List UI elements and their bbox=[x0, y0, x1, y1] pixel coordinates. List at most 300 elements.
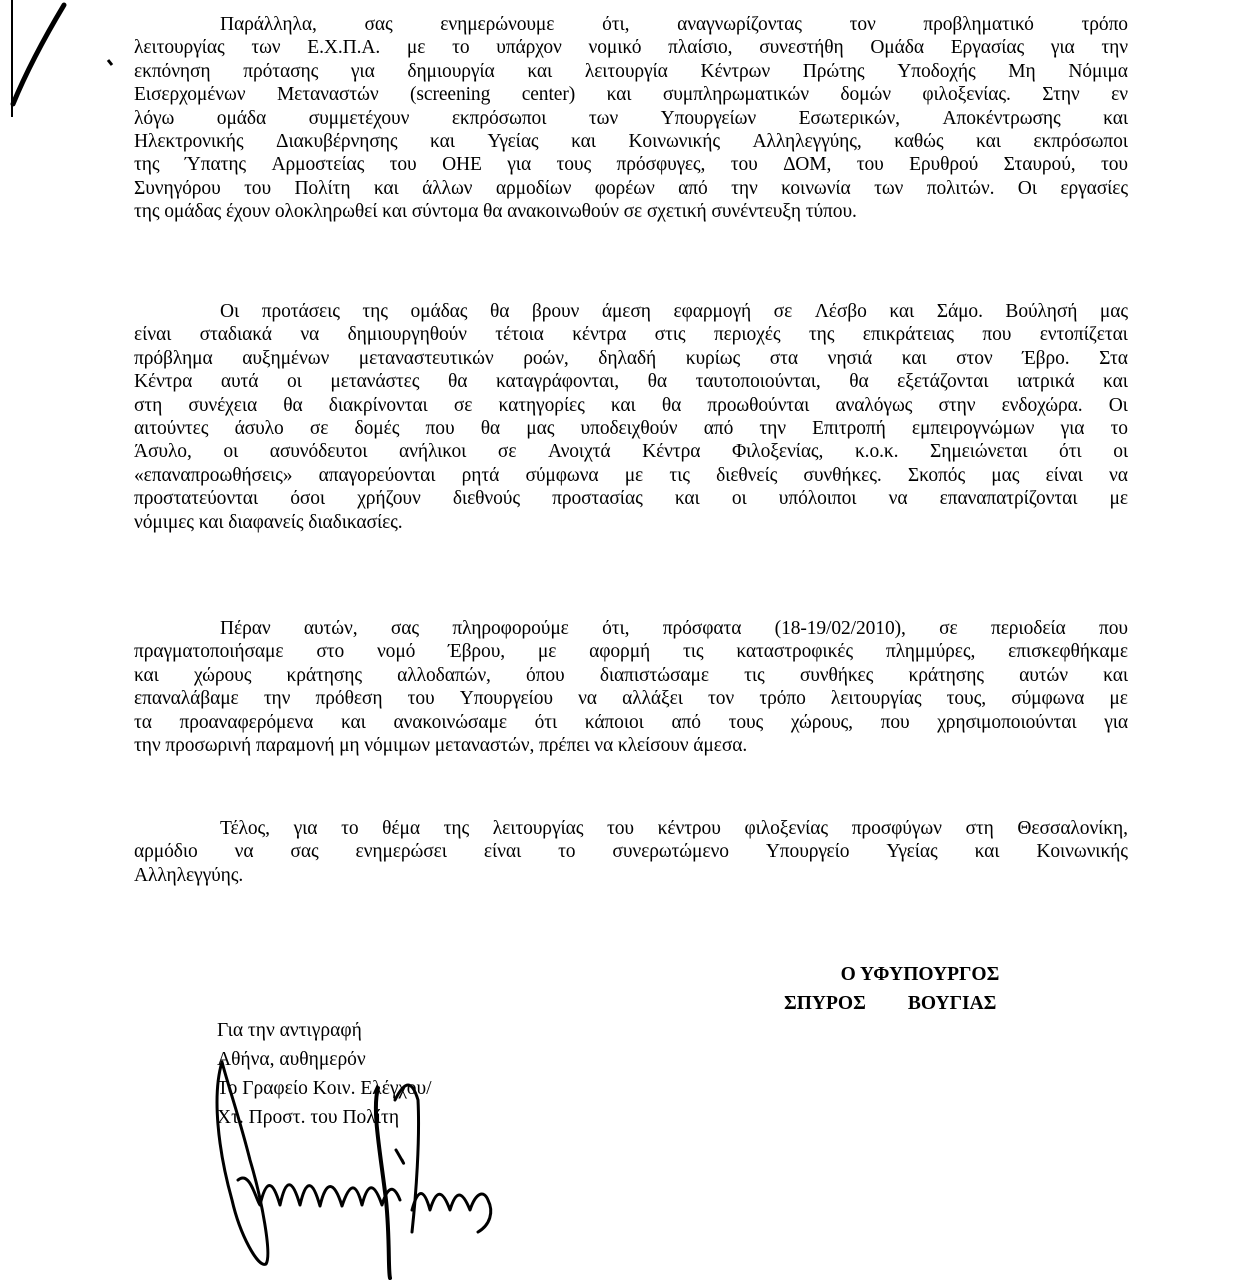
word: και bbox=[1103, 664, 1128, 686]
word: Εργασίας bbox=[950, 37, 1025, 59]
certification-line: Χτ. Προστ. του Πολίτη bbox=[217, 1107, 400, 1128]
word: στον bbox=[956, 347, 993, 369]
word: για bbox=[507, 154, 532, 176]
word: σε bbox=[773, 301, 793, 322]
word: και bbox=[527, 60, 553, 82]
word: άμεση bbox=[601, 301, 651, 322]
text-line bbox=[134, 640, 1128, 663]
word: ενημερώνουμε bbox=[440, 14, 555, 35]
word: (18-19/02/2010), bbox=[774, 618, 906, 639]
word: σας bbox=[364, 14, 393, 35]
text-line bbox=[134, 817, 1128, 840]
word: στη bbox=[134, 394, 163, 416]
word: οι bbox=[1113, 441, 1128, 463]
word: Ομάδα bbox=[870, 37, 924, 59]
word: τους, bbox=[946, 688, 987, 710]
word: ασυνόδευτοι bbox=[269, 441, 368, 463]
word: φιλοξενίας bbox=[744, 818, 829, 839]
word: αλλοδαπών, bbox=[397, 664, 491, 686]
text-line bbox=[134, 83, 1128, 106]
text-line bbox=[134, 664, 1128, 687]
word: Επιτροπή bbox=[812, 417, 886, 439]
word: ομάδα bbox=[216, 107, 267, 129]
word: αρμοδίων bbox=[495, 177, 572, 199]
word: να bbox=[234, 841, 254, 863]
word: Υπουργείων bbox=[660, 107, 757, 129]
word: κέντρα bbox=[572, 324, 627, 346]
word: περιοχές bbox=[713, 324, 781, 346]
word: κράτησης bbox=[286, 664, 362, 686]
word: ΔΟΜ, bbox=[783, 154, 832, 176]
word: για bbox=[1050, 37, 1075, 59]
word: δηλαδή bbox=[598, 347, 657, 369]
word: Διακυβέρνησης bbox=[276, 130, 398, 152]
text-line bbox=[134, 840, 1128, 863]
certification-line: Για την αντιγραφή bbox=[217, 1020, 362, 1041]
text-line bbox=[134, 687, 1128, 710]
word: ότι, bbox=[602, 618, 630, 639]
word: υποδειχθούν bbox=[580, 417, 678, 439]
word: εντοπίζεται bbox=[1039, 324, 1128, 346]
word: της bbox=[362, 301, 388, 322]
word: με bbox=[406, 37, 426, 59]
word: προαναφερόμενα bbox=[179, 711, 314, 733]
word: ταυτοποιούνται, bbox=[695, 371, 821, 393]
word: στη bbox=[965, 818, 994, 839]
word: πρότασης bbox=[243, 60, 319, 82]
word: να bbox=[300, 324, 320, 346]
word: του bbox=[244, 177, 272, 199]
word: εφαρμογή bbox=[673, 301, 752, 322]
word: στα bbox=[769, 347, 799, 369]
word: κάποιοι bbox=[584, 711, 644, 733]
text-line bbox=[134, 394, 1128, 417]
word: για bbox=[1060, 417, 1085, 439]
word: όσοι bbox=[290, 488, 326, 510]
word: και bbox=[901, 347, 927, 369]
word: λειτουργία bbox=[584, 60, 668, 82]
word: του bbox=[607, 818, 634, 839]
word: θα bbox=[647, 371, 667, 393]
text-line: Αλληλεγγύης. bbox=[134, 864, 244, 886]
word: Πρώτης bbox=[802, 60, 865, 82]
word: πρόθεση bbox=[315, 688, 383, 710]
word: προστασίας bbox=[552, 488, 643, 510]
word: ροών, bbox=[523, 347, 569, 369]
word: είναι bbox=[1045, 464, 1083, 486]
word: να bbox=[1109, 464, 1128, 486]
word: καταγράφονται, bbox=[495, 371, 620, 393]
word: αυτών bbox=[1019, 664, 1068, 686]
word: τρόπο bbox=[759, 688, 806, 710]
text-line: την προσωρινή παραμονή μη νόμιμων μεταναστών, πρέπει να κλείσουν άμεσα. bbox=[134, 734, 748, 756]
word: εργασίες bbox=[1060, 177, 1128, 199]
text-line bbox=[134, 711, 1128, 734]
word: σε bbox=[939, 618, 958, 639]
word: χώρους bbox=[194, 664, 252, 686]
signatory-title: Ο ΥΦΥΠΟΥΡΓΟΣ bbox=[840, 964, 1000, 985]
text-line bbox=[134, 347, 1128, 370]
word: λειτουργίας bbox=[134, 37, 225, 59]
text-line bbox=[134, 36, 1128, 59]
word: να bbox=[578, 688, 597, 710]
word: ομάδας bbox=[410, 301, 468, 322]
word: Σταυρού, bbox=[1003, 154, 1076, 176]
signatory-last-name: ΒΟΥΓΙΑΣ bbox=[907, 993, 997, 1014]
word: του bbox=[407, 688, 435, 710]
text-line: νόμιμες και διαφανείς διαδικασίες. bbox=[134, 511, 403, 533]
word: εκπρόσωποι bbox=[451, 107, 547, 129]
word: της bbox=[134, 154, 160, 176]
word: το bbox=[558, 841, 576, 863]
word: των bbox=[251, 37, 281, 59]
word: με bbox=[537, 641, 557, 663]
word: συνθήκες. bbox=[803, 464, 882, 486]
word: για bbox=[1104, 711, 1128, 733]
word: σε bbox=[309, 417, 329, 439]
word: εν bbox=[1111, 84, 1128, 106]
word: Υποδοχής bbox=[897, 60, 976, 82]
word: Βούλησή bbox=[1005, 301, 1078, 322]
word: διακρίνονται bbox=[328, 394, 428, 416]
word: Υπουργείου bbox=[459, 688, 553, 710]
word: ότι, bbox=[602, 14, 630, 35]
paragraph-proposals bbox=[134, 300, 1128, 534]
word: επαναπατρίζονται bbox=[939, 488, 1078, 510]
word: Κοινωνικής bbox=[1036, 841, 1128, 863]
word: ενημερώσει bbox=[355, 841, 447, 863]
word: και bbox=[1103, 371, 1128, 393]
word: Έβρου, bbox=[448, 641, 506, 663]
word: προστατεύονται bbox=[134, 488, 259, 510]
word: άλλων bbox=[422, 177, 473, 199]
word: Οι bbox=[1017, 177, 1037, 199]
word: επικράτειας bbox=[862, 324, 954, 346]
certification-line: Αθήνα, αυθημερόν bbox=[217, 1049, 366, 1070]
word: χρήζουν bbox=[357, 488, 421, 510]
word: σε bbox=[453, 394, 473, 416]
certified-copy-block bbox=[217, 1016, 432, 1132]
word: τις bbox=[744, 664, 765, 686]
word: center) bbox=[521, 84, 576, 106]
word: πρόβλημα bbox=[134, 347, 213, 369]
word: ενδοχώρα. bbox=[1001, 394, 1083, 416]
word: την bbox=[1101, 37, 1128, 59]
word: δομές bbox=[354, 417, 400, 439]
word: να bbox=[888, 488, 908, 510]
word: μετανάστες bbox=[330, 371, 420, 393]
text-line bbox=[134, 617, 1128, 640]
word: ότι bbox=[1059, 441, 1082, 463]
word: τέτοια bbox=[495, 324, 544, 346]
word: προσφύγων bbox=[851, 818, 942, 839]
word: Οι bbox=[1108, 394, 1128, 416]
word: θα bbox=[447, 371, 468, 393]
word: ανακοινώσαμε bbox=[393, 711, 507, 733]
word: περιοδεία bbox=[990, 618, 1066, 639]
word: Μη bbox=[1008, 60, 1036, 82]
word: ανήλικοι bbox=[399, 441, 467, 463]
word: χρησιμοποιούνται bbox=[937, 711, 1077, 733]
word: Σάμο. bbox=[936, 301, 983, 322]
word: χώρους, bbox=[790, 711, 853, 733]
word: της bbox=[808, 324, 835, 346]
word: φιλοξενίας. bbox=[922, 84, 1011, 106]
word: με bbox=[1109, 688, 1128, 710]
word: Ερυθρού bbox=[909, 154, 979, 176]
text-line bbox=[134, 60, 1128, 83]
word: Υγείας bbox=[487, 130, 539, 152]
certification-line: Το Γραφείο Κοιν. Ελέγχου/ bbox=[217, 1078, 432, 1099]
word: Εισερχομένων bbox=[134, 84, 246, 106]
word: καταστροφικές bbox=[736, 641, 854, 663]
word: Ανοιχτά bbox=[548, 441, 611, 463]
paragraph-evros-visit bbox=[134, 617, 1128, 757]
word: λειτουργίας bbox=[830, 688, 922, 710]
word: θα bbox=[661, 394, 682, 416]
word: και bbox=[1103, 107, 1128, 129]
word: Αποκέντρωσης bbox=[942, 107, 1061, 129]
word: Τέλος, bbox=[220, 818, 270, 839]
word: απαγορεύονται bbox=[318, 464, 436, 486]
word: κ.ο.κ. bbox=[854, 441, 899, 463]
word: άσυλο bbox=[234, 417, 284, 439]
word: Σκοπός bbox=[907, 464, 966, 486]
word: Αλληλεγγύης, bbox=[752, 130, 862, 152]
word: (screening bbox=[410, 84, 491, 106]
word: υπάρχον bbox=[496, 37, 562, 59]
word: των bbox=[874, 177, 904, 199]
word: συμμετέχουν bbox=[308, 107, 410, 129]
word: του bbox=[1100, 154, 1128, 176]
word: την bbox=[759, 417, 786, 439]
word: και bbox=[889, 301, 915, 322]
word: συνθήκες bbox=[799, 664, 874, 686]
word: διεθνούς bbox=[452, 488, 520, 510]
text-line bbox=[134, 130, 1128, 153]
word: τις bbox=[682, 641, 704, 663]
word: Σημειώνεται bbox=[929, 441, 1028, 463]
word: πολιτών. bbox=[926, 177, 995, 199]
word: είναι bbox=[134, 324, 172, 346]
word: Παράλληλα, bbox=[220, 14, 317, 35]
word: στο bbox=[316, 641, 345, 663]
word: που bbox=[425, 417, 455, 439]
word: ότι bbox=[534, 711, 558, 733]
word: στην bbox=[938, 394, 976, 416]
word: νησιά bbox=[827, 347, 873, 369]
word: αυξημένων bbox=[242, 347, 330, 369]
word: τρόπο bbox=[1081, 14, 1128, 35]
word: φορέων bbox=[594, 177, 655, 199]
text-line bbox=[134, 440, 1128, 463]
text-line bbox=[134, 323, 1128, 346]
word: θα bbox=[480, 417, 501, 439]
word: που bbox=[982, 324, 1012, 346]
word: των bbox=[588, 107, 619, 129]
text-line bbox=[134, 487, 1128, 510]
word: Έβρο. bbox=[1022, 347, 1070, 369]
word: οι bbox=[287, 371, 302, 393]
word: διαπιστώσαμε bbox=[599, 664, 709, 686]
word: Μεταναστών bbox=[276, 84, 379, 106]
word: ΟΗΕ bbox=[442, 154, 482, 176]
word: Υγείας bbox=[886, 841, 938, 863]
word: Ύπατης bbox=[184, 154, 247, 176]
word: επαναλάβαμε bbox=[134, 688, 239, 710]
text-line bbox=[134, 153, 1128, 176]
word: και bbox=[134, 664, 159, 686]
text-line bbox=[134, 13, 1128, 36]
text-line bbox=[134, 177, 1128, 200]
word: πρόσφυγες, bbox=[616, 154, 706, 176]
word: Υπουργείο bbox=[765, 841, 850, 863]
word: Κέντρα bbox=[642, 441, 701, 463]
text-line bbox=[134, 417, 1128, 440]
word: το bbox=[452, 37, 470, 59]
word: με bbox=[624, 464, 644, 486]
word: θα bbox=[283, 394, 303, 416]
word: Άσυλο, bbox=[134, 441, 192, 463]
word: συνεστήθη bbox=[759, 37, 844, 59]
word: εμπειρογνώμων bbox=[911, 417, 1035, 439]
word: και bbox=[340, 711, 366, 733]
word: σας bbox=[390, 618, 420, 639]
word: τον bbox=[849, 14, 876, 35]
word: μας bbox=[991, 464, 1020, 486]
word: πρόσφατα bbox=[662, 618, 742, 639]
word: Λέσβο bbox=[814, 301, 867, 322]
word: Πέραν bbox=[220, 618, 271, 639]
word: μας bbox=[1099, 301, 1128, 322]
word: ιατρικά bbox=[1017, 371, 1075, 393]
word: του bbox=[730, 154, 758, 176]
word: αρμόδιο bbox=[134, 841, 198, 863]
word: αυτά bbox=[220, 371, 259, 393]
word: με bbox=[1109, 488, 1128, 510]
word: αφορμή bbox=[589, 641, 651, 663]
word: πραγματοποιήσαμε bbox=[134, 641, 284, 663]
word: την bbox=[731, 177, 758, 199]
word: την bbox=[263, 688, 291, 710]
word: Νόμιμα bbox=[1068, 60, 1128, 82]
word: λειτουργίας bbox=[492, 818, 584, 839]
word: και bbox=[976, 130, 1001, 152]
word: συνερωτώμενο bbox=[612, 841, 729, 863]
word: σύμφωνα bbox=[1011, 688, 1085, 710]
word: Φιλοξενίας, bbox=[731, 441, 824, 463]
word: αλλάξει bbox=[622, 688, 683, 710]
word: σύμφωνα bbox=[525, 464, 599, 486]
word: τα bbox=[134, 711, 152, 733]
word: στις bbox=[654, 324, 686, 346]
word: προωθούνται bbox=[707, 394, 810, 416]
word: τους bbox=[556, 154, 592, 176]
word: εκπρόσωποι bbox=[1033, 130, 1128, 152]
word: και bbox=[430, 130, 455, 152]
word: ρητά bbox=[461, 464, 500, 486]
paragraph-thessaloniki bbox=[134, 817, 1128, 887]
word: προβληματικό bbox=[923, 14, 1034, 35]
word: αυτών, bbox=[303, 618, 358, 639]
word: αναλόγως bbox=[835, 394, 913, 416]
word: Στα bbox=[1099, 347, 1128, 369]
word: «επαναπροωθήσεις» bbox=[134, 464, 293, 486]
word: κοινωνία bbox=[781, 177, 851, 199]
word: μας bbox=[526, 417, 555, 439]
word: της bbox=[443, 818, 470, 839]
word: βρουν bbox=[531, 301, 580, 322]
word: που bbox=[880, 711, 910, 733]
word: και bbox=[606, 84, 632, 106]
signatory-first-name: ΣΠΥΡΟΣ bbox=[784, 993, 866, 1014]
word: Εσωτερικών, bbox=[798, 107, 900, 129]
word: είναι bbox=[483, 841, 522, 863]
word: τους bbox=[728, 711, 764, 733]
word: και bbox=[674, 488, 700, 510]
word: Κέντρων bbox=[700, 60, 771, 82]
word: λόγω bbox=[134, 107, 175, 129]
word: θέμα bbox=[382, 818, 420, 839]
word: θα bbox=[489, 301, 510, 322]
word: από bbox=[678, 177, 708, 199]
text-line bbox=[134, 464, 1128, 487]
word: και bbox=[571, 130, 596, 152]
word: του bbox=[856, 154, 884, 176]
margin-check-mark bbox=[12, 0, 112, 117]
word: μεταναστευτικών bbox=[358, 347, 494, 369]
text-line bbox=[134, 370, 1128, 393]
word: οι bbox=[223, 441, 239, 463]
word: δομών bbox=[840, 84, 891, 106]
word: και bbox=[610, 394, 636, 416]
word: δημιουργηθούν bbox=[347, 324, 467, 346]
signatory-block bbox=[770, 960, 1060, 1018]
word: Αρμοστείας bbox=[271, 154, 365, 176]
word: όπου bbox=[526, 664, 565, 686]
word: νομικό bbox=[588, 37, 642, 59]
word: σας bbox=[290, 841, 319, 863]
word: του bbox=[389, 154, 417, 176]
paragraph-working-group bbox=[134, 13, 1128, 224]
word: κατηγορίες bbox=[498, 394, 585, 416]
word: συμπληρωματικών bbox=[662, 84, 809, 106]
word: δημιουργία bbox=[407, 60, 495, 82]
word: υπόλοιποι bbox=[778, 488, 857, 510]
word: Ε.Χ.Π.Α. bbox=[307, 37, 381, 59]
signatory-name bbox=[770, 989, 1060, 1018]
word: για bbox=[350, 60, 375, 82]
word: συνέχεια bbox=[188, 394, 258, 416]
word: σε bbox=[497, 441, 517, 463]
word: πληροφορούμε bbox=[452, 618, 569, 639]
word: αιτούντες bbox=[134, 417, 209, 439]
word: Κοινωνικής bbox=[628, 130, 720, 152]
word: από bbox=[671, 711, 701, 733]
word: Θεσσαλονίκη, bbox=[1017, 818, 1128, 839]
word: τον bbox=[708, 688, 735, 710]
word: προτάσεις bbox=[261, 301, 340, 322]
word: πλαίσιο, bbox=[668, 37, 733, 59]
word: το bbox=[341, 818, 359, 839]
word: που bbox=[1099, 618, 1128, 639]
word: Οι bbox=[220, 301, 240, 322]
word: Στην bbox=[1042, 84, 1080, 106]
text-line: της ομάδας έχουν ολοκληρωθεί και σύντομα θα ανακοινωθούν σε σχετική συνέντευξη τύπου. bbox=[134, 201, 857, 223]
word: κράτησης bbox=[908, 664, 984, 686]
word: Πολίτη bbox=[294, 177, 351, 199]
word: καθώς bbox=[894, 130, 944, 152]
